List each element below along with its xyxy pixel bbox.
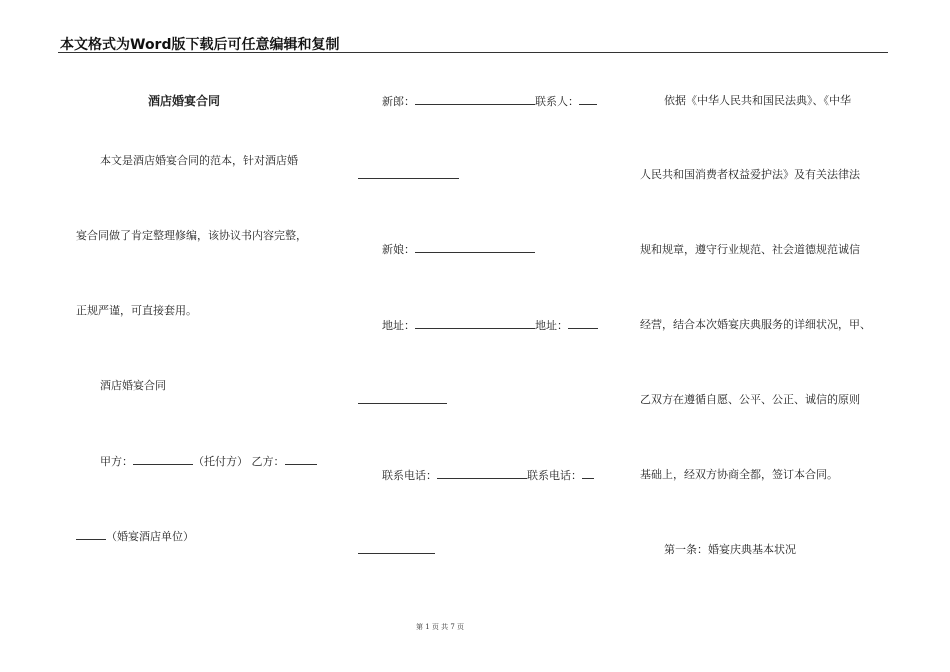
document-header-title: 本文格式为Word版下载后可任意编辑和复制: [60, 37, 340, 53]
bride-label: 新娘：: [382, 243, 415, 256]
party-b-blank: [285, 454, 317, 465]
article-1-heading: 第一条：婚宴庆典基本状况: [664, 543, 796, 556]
contact-label: 联系人：: [535, 95, 579, 108]
phone-blank: [437, 468, 527, 479]
phone2-label: 联系电话：: [527, 469, 582, 482]
party-line: [100, 454, 317, 469]
party-b-label: 乙方：: [251, 455, 285, 468]
header-divider: [58, 52, 888, 53]
bride-line: [382, 242, 535, 257]
party-b-unit-blank: [76, 529, 106, 540]
contract-title: 酒店婚宴合同: [148, 94, 221, 108]
party-a-blank: [133, 454, 193, 465]
basis-line-1: 依据《中华人民共和国民法典》、《中华: [664, 94, 851, 107]
party-b-unit-line: [76, 529, 194, 544]
contact-blank: [579, 94, 597, 105]
groom-line: [382, 94, 597, 109]
address2-blank-continued: [358, 403, 447, 404]
contact-blank-continued: [358, 178, 459, 179]
party-a-label: 甲方：: [100, 455, 133, 468]
bride-blank: [415, 242, 535, 253]
basis-line-3: 规和规章，遵守行业规范、社会道德规范诚信: [640, 243, 860, 256]
groom-label: 新郎：: [382, 95, 415, 108]
party-a-note: （托付方）: [193, 455, 248, 468]
party-b-note: （婚宴酒店单位）: [106, 530, 194, 543]
address-label: 地址：: [382, 319, 415, 332]
basis-line-2: 人民共和国消费者权益爱护法》及有关法律法: [640, 168, 860, 181]
address2-label: 地址：: [535, 319, 568, 332]
address-line: [382, 318, 598, 333]
address2-blank: [568, 318, 598, 329]
phone-label: 联系电话：: [382, 469, 437, 482]
basis-line-6: 基础上，经双方协商全都，签订本合同。: [640, 468, 838, 481]
address-blank: [415, 318, 535, 329]
page-number: 第 1 页 共 7 页: [415, 623, 465, 631]
groom-blank: [415, 94, 535, 105]
contract-subtitle: 酒店婚宴合同: [100, 379, 166, 392]
phone2-blank-continued: [358, 553, 435, 554]
basis-line-4: 经营，结合本次婚宴庆典服务的详细状况，甲、: [640, 318, 871, 331]
phone-line: [382, 468, 594, 483]
intro-line-1: 本文是酒店婚宴合同的范本，针对酒店婚: [100, 154, 298, 167]
intro-line-2: 宴合同做了肯定整理修编，该协议书内容完整，: [76, 229, 307, 242]
intro-line-3: 正规严谨，可直接套用。: [76, 304, 197, 317]
phone2-blank: [582, 468, 594, 479]
basis-line-5: 乙双方在遵循自愿、公平、公正、诚信的原则: [640, 393, 860, 406]
